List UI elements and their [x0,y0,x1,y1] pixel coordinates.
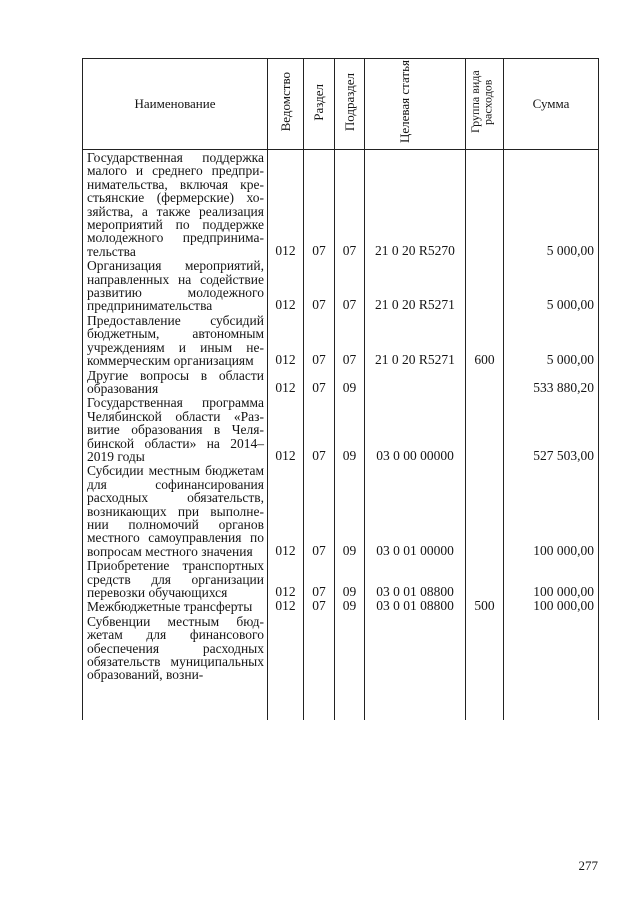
row-razdel-cell: 07 [304,558,335,599]
table-header [83,59,599,150]
header-razdel-label: Раздел [311,83,327,121]
row-vedomstvo-cell: 012 [268,395,304,463]
row-name-cell: Другие вопросы в области образования [83,368,268,396]
row-gruppa-cell [466,258,504,313]
row-name-cell: Государственная программа Челябинской области «Развитие образования в Челябинской области» на 2014–2019 годы [83,395,268,463]
row-razdel-cell: 07 [304,368,335,396]
row-summa-cell: 5 000,00 [504,258,599,313]
row-celevaya-cell: 03 0 01 00000 [365,463,466,558]
row-name-cell: Межбюджетные трансферты [83,599,268,613]
header-celevaya [365,59,466,150]
row-celevaya-cell: 21 0 20 R5270 [365,150,466,259]
row-celevaya-cell: 03 0 01 08800 [365,599,466,613]
row-celevaya-cell: 21 0 20 R5271 [365,258,466,313]
row-podrazdel-cell: 09 [335,463,365,558]
row-podrazdel-cell: 09 [335,395,365,463]
row-podrazdel-cell: 09 [335,599,365,613]
table-row [83,313,599,368]
row-gruppa-cell [466,150,504,259]
table-row [83,368,599,396]
row-name-cell: Субсидии местным бюджетам для софинансирования расходных обязательств, возникающих при выполнении полномочий органов местного самоуправления по вопросам местного значения [83,463,268,558]
row-vedomstvo-cell: 012 [268,558,304,599]
row-name-cell: Приобретение транспортных средств для организации перевозки обучающихся [83,558,268,599]
budget-table [82,58,599,720]
row-gruppa-cell [466,368,504,396]
header-summa: Сумма [504,59,599,150]
row-razdel-cell: 07 [304,463,335,558]
row-podrazdel-cell: 09 [335,558,365,599]
header-vedomstvo [268,59,304,150]
row-vedomstvo-cell [268,614,304,720]
row-gruppa-cell [466,558,504,599]
header-name: Наименование [83,59,268,150]
row-podrazdel-cell [335,614,365,720]
row-razdel-cell: 07 [304,599,335,613]
row-name-cell: Организация мероприятий, направленных на содействие развитию молодежного предпринимательства [83,258,268,313]
header-podrazdel [335,59,365,150]
row-vedomstvo-cell: 012 [268,599,304,613]
page-number: 277 [578,858,598,873]
row-podrazdel-cell: 07 [335,258,365,313]
row-summa-cell: 5 000,00 [504,313,599,368]
row-razdel-cell: 07 [304,150,335,259]
row-celevaya-cell: 21 0 20 R5271 [365,313,466,368]
header-gruppa [466,59,504,150]
table-row [83,614,599,720]
row-summa-cell: 527 503,00 [504,395,599,463]
table-row [83,150,599,259]
row-podrazdel-cell: 07 [335,150,365,259]
row-name-cell: Государственная поддержка малого и среднего предпринимательства, включая крестьянские (фермерские) хозяйства, а также реализация мероприятий по поддержке молодежного предпринимательства [83,150,268,259]
table-row [83,558,599,599]
row-gruppa-cell [466,614,504,720]
row-podrazdel-cell: 09 [335,368,365,396]
table-row [83,395,599,463]
row-celevaya-cell: 03 0 01 08800 [365,558,466,599]
row-name-cell: Субвенции местным бюджетам для финансового обеспечения расходных обязательств муниципальных образований, возни- [83,614,268,720]
row-razdel-cell [304,614,335,720]
row-summa-cell: 100 000,00 [504,599,599,613]
row-razdel-cell: 07 [304,395,335,463]
row-podrazdel-cell: 07 [335,313,365,368]
row-razdel-cell: 07 [304,258,335,313]
row-vedomstvo-cell: 012 [268,463,304,558]
row-name-cell: Предоставление субсидий бюджетным, автономным учреждениям и иным некоммерческим организациям [83,313,268,368]
table-body [83,150,599,720]
header-gruppa-label: Группа вида расходов [467,70,495,134]
row-vedomstvo-cell: 012 [268,150,304,259]
row-gruppa-cell: 600 [466,313,504,368]
row-vedomstvo-cell: 012 [268,258,304,313]
row-celevaya-cell [365,368,466,396]
table-row [83,599,599,613]
row-razdel-cell: 07 [304,313,335,368]
row-celevaya-cell [365,614,466,720]
table-row [83,258,599,313]
row-summa-cell: 100 000,00 [504,463,599,558]
header-vedomstvo-label: Ведомство [277,72,293,132]
header-celevaya-label: Целевая статья [397,60,412,144]
budget-table-wrapper [82,58,598,846]
row-gruppa-cell: 500 [466,599,504,613]
row-summa-cell: 5 000,00 [504,150,599,259]
row-summa-cell [504,614,599,720]
row-gruppa-cell [466,395,504,463]
row-celevaya-cell: 03 0 00 00000 [365,395,466,463]
table-row [83,463,599,558]
row-vedomstvo-cell: 012 [268,313,304,368]
row-summa-cell: 100 000,00 [504,558,599,599]
header-podrazdel-label: Подраздел [341,72,357,132]
row-summa-cell: 533 880,20 [504,368,599,396]
row-vedomstvo-cell: 012 [268,368,304,396]
row-gruppa-cell [466,463,504,558]
header-razdel [304,59,335,150]
